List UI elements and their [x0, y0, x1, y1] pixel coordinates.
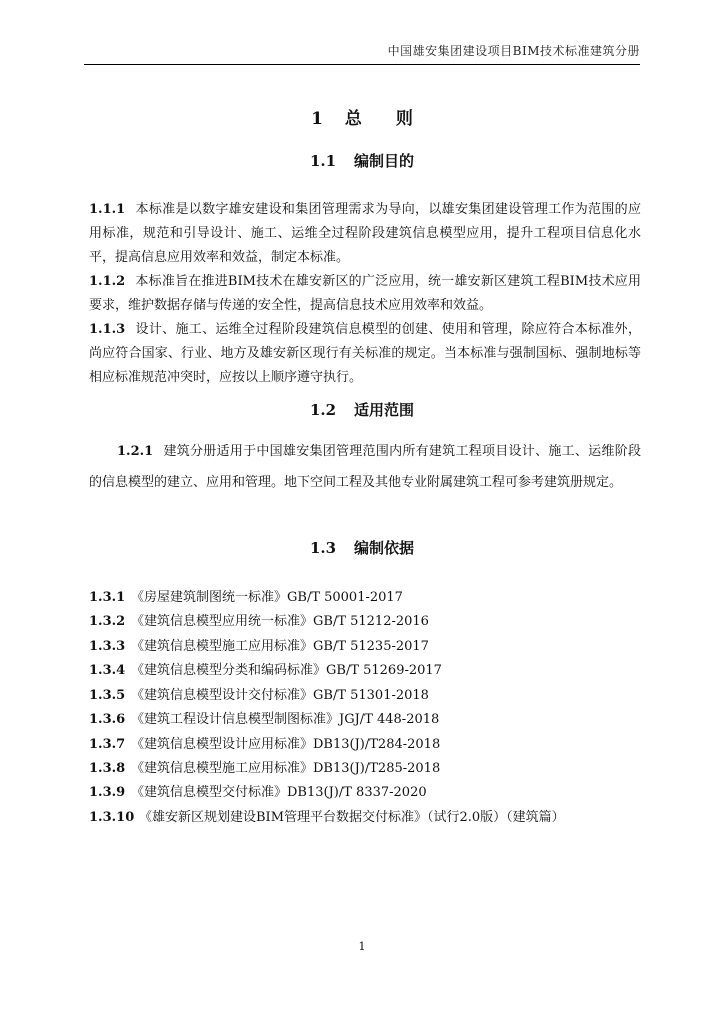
section-title: 编制依据: [354, 539, 415, 557]
reference-number: 1.3.6: [89, 712, 126, 727]
reference-item: [89, 659, 442, 678]
reference-item: [89, 635, 429, 654]
reference-number: 1.3.4: [89, 663, 126, 678]
reference-text: 《建筑信息模型交付标准》DB13(J)/T 8337-2020: [131, 785, 427, 800]
reference-item: [89, 781, 427, 800]
clause-1-1-3: [89, 318, 641, 390]
section-number: 1.2: [309, 401, 337, 419]
clause-text: 建筑分册适用于中国雄安集团管理范围内所有建筑工程项目设计、施工、运维阶段的信息模型的建立、应用和管理。地下空间工程及其他专业附属建筑工程可参考建筑册规定。: [89, 444, 641, 490]
chapter-title: [0, 104, 724, 129]
section-heading-1-3: [0, 537, 724, 558]
reference-number: 1.3.1: [89, 590, 126, 605]
page-number: 1: [358, 940, 366, 953]
chapter-title-part1: 总: [344, 109, 362, 129]
reference-text: 《房屋建筑制图统一标准》GB/T 50001-2017: [131, 590, 403, 605]
reference-item: [89, 733, 440, 752]
reference-text: 《雄安新区规划建设BIM管理平台数据交付标准》（试行2.0版）（建筑篇）: [139, 810, 565, 825]
reference-number: 1.3.9: [89, 785, 126, 800]
reference-item: [89, 684, 429, 703]
reference-number: 1.3.7: [89, 737, 126, 752]
running-header: 中国雄安集团建设项目BIM技术标准建筑分册: [387, 44, 640, 58]
reference-number: 1.3.5: [89, 688, 126, 703]
clause-number: 1.1.1: [89, 202, 126, 217]
reference-text: 《建筑信息模型施工应用标准》GB/T 51235-2017: [131, 639, 429, 654]
header-divider: [84, 64, 640, 65]
section-title: 适用范围: [354, 401, 415, 419]
reference-number: 1.3.10: [89, 810, 135, 825]
clause-1-2-1: [89, 436, 641, 498]
clause-number: 1.2.1: [117, 444, 154, 459]
clause-text: 本标准是以数字雄安建设和集团管理需求为导向，以雄安集团建设管理工作为范围的应用标准，规范和引导设计、施工、运维全过程阶段建筑信息模型应用，提升工程项目信息化水平，提高信息应用效率和效益，制定本标准。: [89, 202, 641, 265]
reference-text: 《建筑工程设计信息模型制图标准》JGJ/T 448-2018: [131, 712, 440, 727]
reference-item: [89, 708, 439, 727]
clause-1-1-1: [89, 198, 641, 270]
reference-text: 《建筑信息模型应用统一标准》GB/T 51212-2016: [131, 614, 429, 629]
clause-number: 1.1.2: [89, 274, 126, 289]
chapter-title-part2: 则: [395, 109, 413, 129]
reference-text: 《建筑信息模型设计交付标准》GB/T 51301-2018: [131, 688, 429, 703]
clause-text: 设计、施工、运维全过程阶段建筑信息模型的创建、使用和管理，除应符合本标准外，尚应符合国家、行业、地方及雄安新区现行有关标准的规定。当本标准与强制国标、强制地标等相应标准规范冲突时，应按以上顺序遵守执行。: [89, 322, 641, 385]
clause-1-1-2: [89, 270, 641, 318]
reference-text: 《建筑信息模型分类和编码标准》GB/T 51269-2017: [131, 663, 442, 678]
reference-number: 1.3.8: [89, 761, 126, 776]
section-title: 编制目的: [354, 152, 415, 170]
section-heading-1-2: [0, 399, 724, 420]
reference-text: 《建筑信息模型设计应用标准》DB13(J)/T284-2018: [131, 737, 441, 752]
chapter-number: 1: [311, 109, 323, 129]
reference-number: 1.3.2: [89, 614, 126, 629]
reference-number: 1.3.3: [89, 639, 126, 654]
clause-number: 1.1.3: [89, 322, 126, 337]
reference-item: [89, 757, 440, 776]
clause-text: 本标准旨在推进BIM技术在雄安新区的广泛应用，统一雄安新区建筑工程BIM技术应用要求，维护数据存储与传递的安全性，提高信息技术应用效率和效益。: [89, 274, 641, 313]
reference-item: [89, 806, 565, 825]
section-number: 1.3: [309, 539, 337, 557]
section-number: 1.1: [309, 152, 337, 170]
section-heading-1-1: [0, 150, 724, 171]
reference-item: [89, 610, 429, 629]
reference-text: 《建筑信息模型施工应用标准》DB13(J)/T285-2018: [131, 761, 441, 776]
reference-item: [89, 586, 403, 605]
